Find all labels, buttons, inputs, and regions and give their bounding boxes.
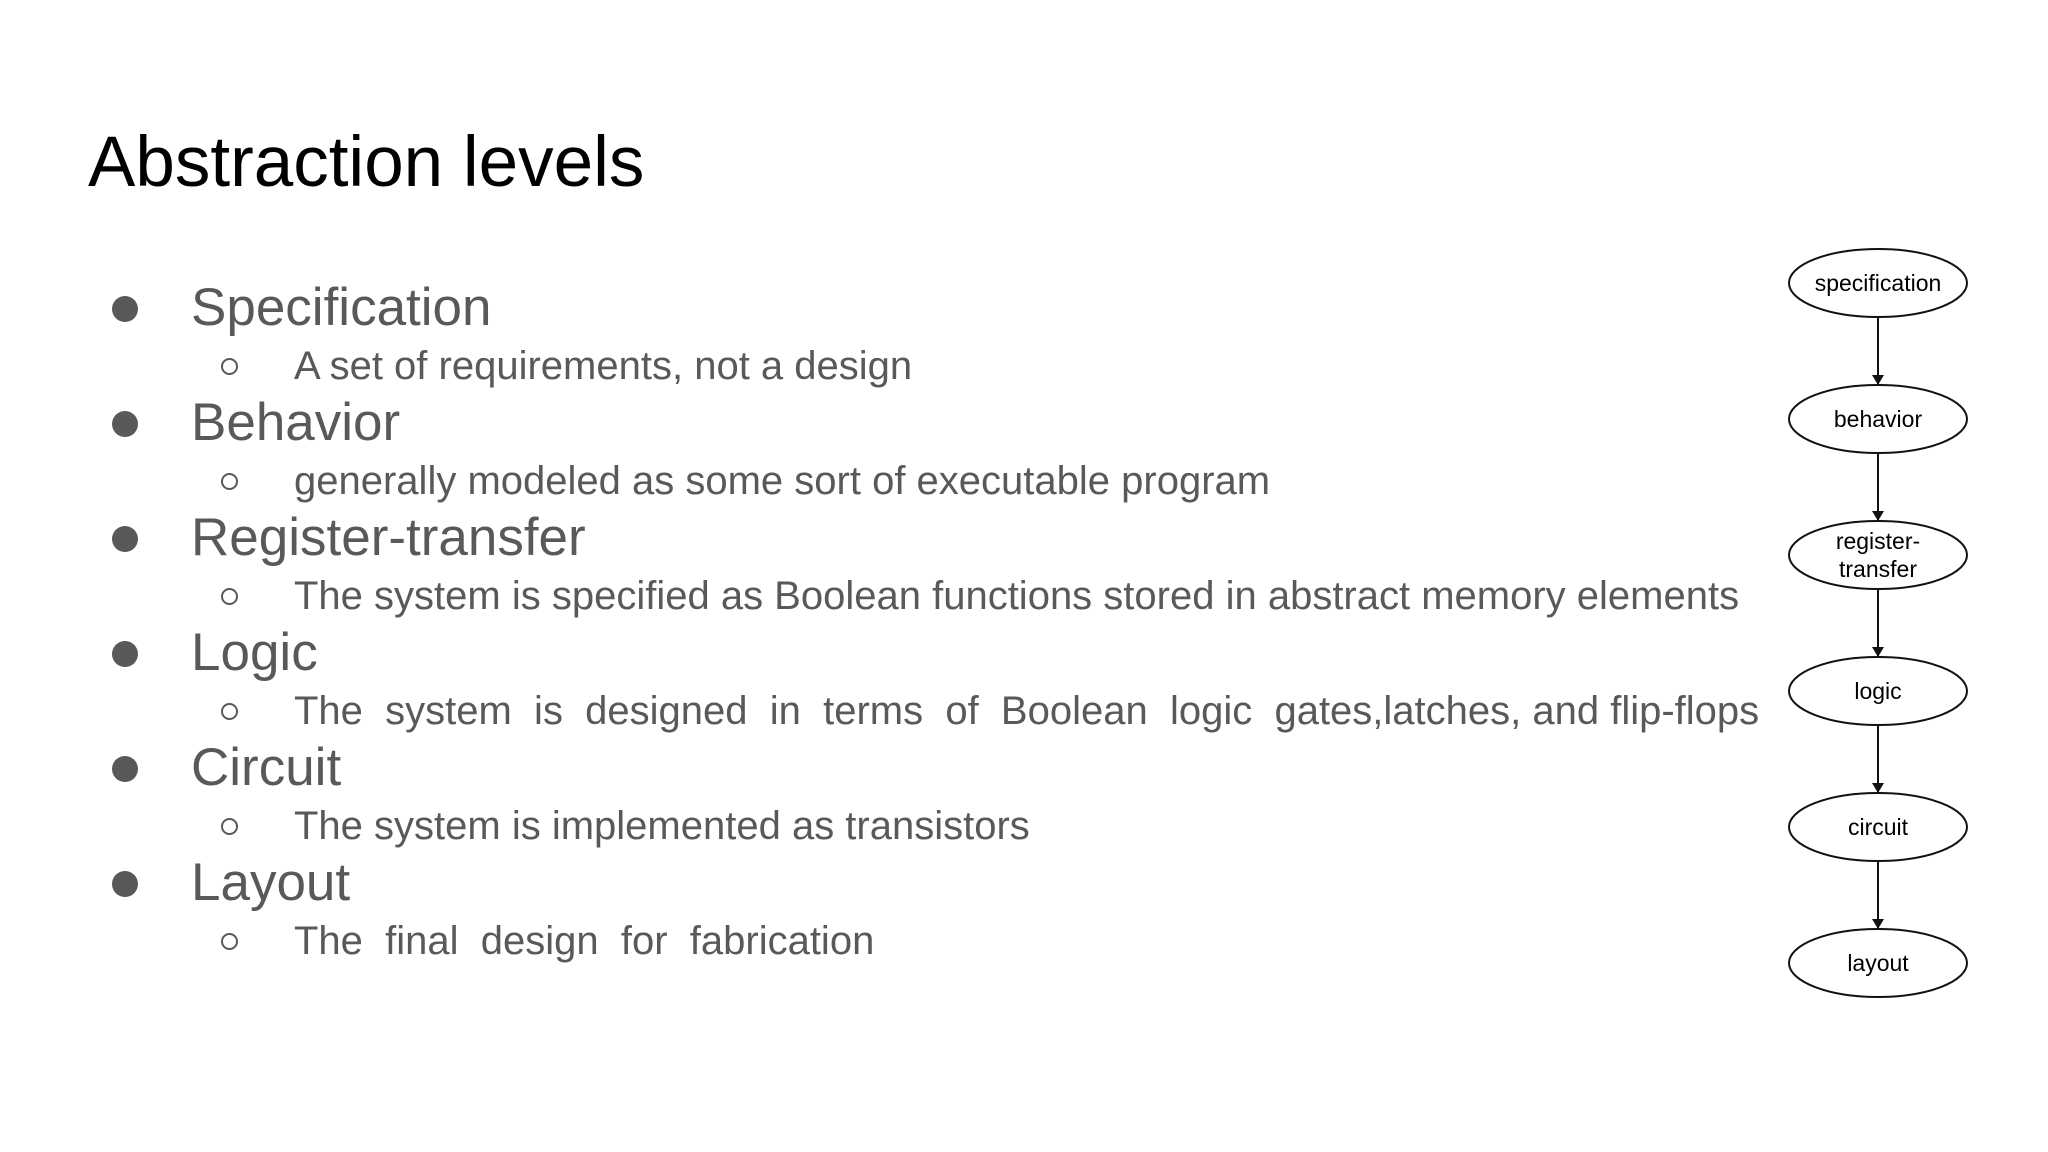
sub-bullet-label: The final design for fabrication <box>294 919 875 963</box>
flow-node <box>1789 929 1967 997</box>
sub-bullet-circle-icon <box>221 358 238 375</box>
bullet-dot-icon <box>112 756 138 782</box>
flow-node-label: circuit <box>1847 814 1909 840</box>
bullet-dot-icon <box>112 411 138 437</box>
abstraction-flow-diagram <box>1770 240 1990 1020</box>
sub-bullet-label: The system is implemented as transistors <box>294 804 1030 848</box>
bullet-label: Circuit <box>191 738 342 797</box>
flow-node-label: transfer <box>1839 556 1917 582</box>
flow-node <box>1789 793 1967 861</box>
sub-bullet-label: The system is designed in terms of Boolean logic gates,latches, and flip-flops <box>294 689 1760 733</box>
bullet-dot-icon <box>112 526 138 552</box>
flow-node-label: specification <box>1814 270 1942 296</box>
slide-title: Abstraction levels <box>88 123 645 202</box>
sub-bullet-label: The system is specified as Boolean functions stored in abstract memory elements <box>294 574 1740 618</box>
sub-bullet-label: A set of requirements, not a design <box>294 344 913 388</box>
flow-node <box>1789 521 1967 589</box>
sub-bullet-label: generally modeled as some sort of executable program <box>294 459 1271 503</box>
flow-node <box>1789 249 1967 317</box>
bullet-label: Layout <box>191 853 351 912</box>
bullet-dot-icon <box>112 641 138 667</box>
bullet-dot-icon <box>112 871 138 897</box>
bullet-dot-icon <box>112 296 138 322</box>
flow-node <box>1789 657 1967 725</box>
sub-bullet-circle-icon <box>221 818 238 835</box>
sub-bullet-circle-icon <box>221 933 238 950</box>
flow-node-label: layout <box>1847 950 1909 976</box>
bullet-label: Logic <box>191 623 318 682</box>
sub-bullet-circle-icon <box>221 473 238 490</box>
flow-node-label: register- <box>1835 528 1921 554</box>
bullet-label: Behavior <box>191 393 401 452</box>
flow-node-label: behavior <box>1833 406 1923 432</box>
flow-diagram-svg <box>1770 240 1990 1020</box>
flow-node <box>1789 385 1967 453</box>
sub-bullet-circle-icon <box>221 588 238 605</box>
sub-bullet-circle-icon <box>221 703 238 720</box>
bullet-label: Register-transfer <box>191 508 586 567</box>
flow-node-label: logic <box>1854 678 1902 704</box>
bullet-label: Specification <box>191 278 492 337</box>
